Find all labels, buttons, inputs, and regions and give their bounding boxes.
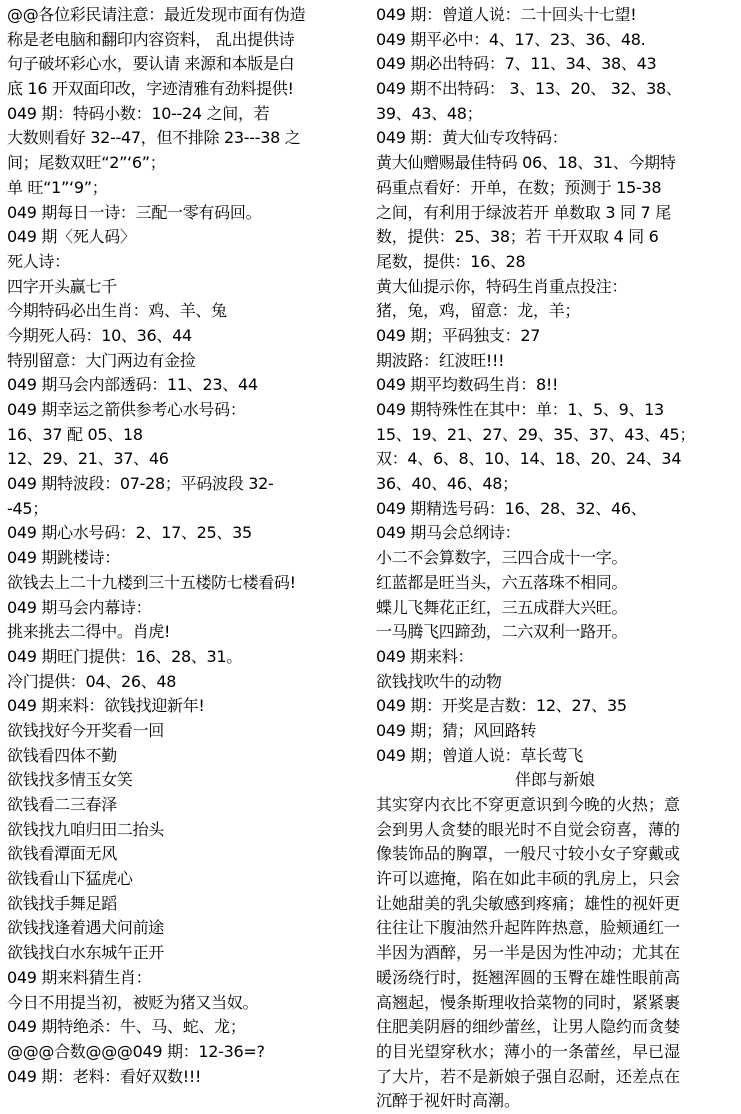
text-line: 欲钱找吹牛的动物 <box>376 671 502 691</box>
text-line: 欲钱看潭面无风 <box>7 844 117 864</box>
text-line: 其实穿内衣比不穿更意识到今晚的火热；意 <box>376 795 681 814</box>
text-line: 欲钱看山下猛虎心 <box>7 869 133 889</box>
text-line: 暖汤绕行时，挺翘浑圆的玉臀在雄性眼前高 <box>376 967 681 987</box>
text-line: 尾数，提供：16、28 <box>376 251 526 271</box>
text-line: 双：4、6、8、10、14、18、20、24、34 <box>376 449 682 469</box>
text-line: @@@合数@@@049 期：12-36=? <box>7 1041 265 1061</box>
text-line: 049 期：老料：看好双数!!! <box>7 1066 202 1086</box>
text-line: 049 期马会总纲诗： <box>376 523 521 543</box>
text-line: 今期死人码：10、36、44 <box>7 325 192 345</box>
text-line: 欲钱看二三春泽 <box>7 795 117 814</box>
text-line: 049 期马会内幕诗： <box>7 597 152 617</box>
text-line: 死人诗： <box>7 251 70 271</box>
text-line: 特别留意：大门两边有金捡 <box>7 350 196 370</box>
article-title: 伴郎与新娘 <box>514 770 595 790</box>
text-line: 数，提供：25、38；若 干开双取 4 同 6 <box>376 227 659 247</box>
text-line: 欲钱找白水东城午正开 <box>7 943 165 963</box>
text-line: 049 期跳楼诗： <box>7 548 120 568</box>
text-line: 16、37 配 05、18 <box>7 424 143 444</box>
text-line: 底 16 开双面印改，字迹清雅有劲料提供! <box>7 79 294 99</box>
text-line: 红蓝都是旺当头，六五落珠不相同。 <box>376 572 628 592</box>
text-line: 049 期特殊性在其中：单：1、5、9、13 <box>376 400 664 419</box>
text-line: 049 期每日一诗：三配一零有码回。 <box>7 202 262 222</box>
text-line: 了大片，若不是新娘子强自忍耐，还差点在 <box>376 1066 681 1086</box>
text-line: 049 期；曾道人说：草长莺飞 <box>376 745 584 765</box>
text-line: 049 期心水号码：2、17、25、35 <box>7 523 252 543</box>
text-line: 住肥美阴唇的细纱蕾丝，让男人隐约而贪婪 <box>376 1017 681 1037</box>
text-line: 半因为酒醉，另一半是因为性冲动；尤其在 <box>376 943 681 963</box>
text-line: 欲钱找手舞足蹈 <box>7 893 117 913</box>
text-line: 欲钱找好今开奖看一回 <box>7 720 165 740</box>
text-line: 049 期；猜；风回路转 <box>376 720 537 740</box>
right-column-lines <box>376 3 734 768</box>
left-column <box>7 3 359 1089</box>
text-line: 像装饰品的胸罩，一般尺寸较小女子穿戴或 <box>376 844 681 864</box>
text-line: 049 期来料：欲钱找迎新年! <box>7 696 205 716</box>
text-line: 往往让下腹油然升起阵阵热意，脸颊通红一 <box>376 918 681 938</box>
text-line: 049 期〈死人码〉 <box>7 227 136 247</box>
text-line: 049 期马会内部透码：11、23、44 <box>7 375 258 395</box>
text-line: @@各位彩民请注意：最近发现市面有伪造 <box>7 5 306 24</box>
text-line: 049 期旺门提供：16、28、31。 <box>7 646 243 666</box>
text-line: 049 期特波段：07-28；平码波段 32- <box>7 474 274 494</box>
text-line: 小二不会算数字，三四合成十一字。 <box>376 548 628 568</box>
text-line: 欲钱找多情玉女笑 <box>7 770 133 790</box>
text-line: 049 期来料猜生肖： <box>7 967 152 987</box>
text-line: 36、40、46、48； <box>376 474 518 494</box>
text-line: 高翘起，慢条斯理收拾菜物的同时，紧紧裹 <box>376 992 681 1012</box>
text-line: 黄大仙赠赐最佳特码 06、18、31、今期特 <box>376 153 676 173</box>
text-line: 挑来挑去二得中。肖虎! <box>7 622 171 642</box>
text-line: 让她甜美的乳尖敏感到疼痛；雄性的视奸更 <box>376 893 681 913</box>
text-line: 欲钱找九咱归田二抬头 <box>7 819 165 839</box>
text-line: 049 期：黄大仙专攻特码： <box>376 128 568 148</box>
text-line: 猪，兔，鸡，留意：龙，羊； <box>376 301 581 321</box>
text-line: 15、19、21、27、29、35、37、43、45； <box>376 424 696 444</box>
text-line: 39、43、48； <box>376 103 483 123</box>
text-line: 049 期精选号码：16、28、32、46、 <box>376 498 647 518</box>
text-line: 049 期：曾道人说：二十回头十七望! <box>376 5 637 24</box>
text-line: 049 期平必中：4、17、23、36、48. <box>376 29 646 49</box>
text-line: 蝶儿飞舞花正红，三五成群大兴旺。 <box>376 597 628 617</box>
text-line: 码重点看好：开单，在数；预测于 15-38 <box>376 177 662 197</box>
text-line: 一马腾飞四蹄劲，二六双利一路开。 <box>376 622 628 642</box>
text-line: 049 期：特码小数：10--24 之间，若 <box>7 103 270 123</box>
text-line: 049 期幸运之箭供参考心水号码： <box>7 400 246 419</box>
text-line: 049 期：开奖是吉数：12、27、35 <box>376 696 627 716</box>
text-line: 冷门提供：04、26、48 <box>7 671 177 691</box>
text-line: 049 期平均数码生肖：8!! <box>376 375 559 395</box>
text-line: 期波路：红波旺!!! <box>376 350 505 370</box>
right-column <box>376 3 734 1114</box>
text-line: 欲钱找逢着遇犬问前途 <box>7 918 165 938</box>
text-line: 欲钱看四体不勤 <box>7 745 117 765</box>
text-line: 的目光望穿秋水；薄小的一条蕾丝，早已湿 <box>376 1041 681 1061</box>
text-line: 049 期必出特码：7、11、34、38、43 <box>376 54 657 74</box>
article-body <box>376 793 734 1114</box>
text-line: 049 期不出特码： 3、13、20、 32、38、 <box>376 79 682 99</box>
text-line: -45； <box>7 498 48 518</box>
text-line: 欲钱去上二十九楼到三十五楼防七楼看码! <box>7 572 296 592</box>
text-line: 之间，有利用于绿波若开 单数取 3 同 7 尾 <box>376 202 671 222</box>
text-line: 049 期；平码独支：27 <box>376 325 541 345</box>
text-line: 四字开头赢七千 <box>7 276 117 296</box>
text-line: 12、29、21、37、46 <box>7 449 169 469</box>
text-line: 049 期来料： <box>376 646 474 666</box>
text-line: 大数则看好 32--47，但不排除 23---38 之 <box>7 128 301 148</box>
text-line: 黄大仙提示你，特码生肖重点投注： <box>376 276 628 296</box>
text-line: 今日不用提当初，被贬为猪又当奴。 <box>7 992 259 1012</box>
text-line: 句子破坏彩心水，要认请 来源和本版是白 <box>7 54 295 74</box>
text-line: 049 期特绝杀：牛、马、蛇、龙； <box>7 1017 246 1037</box>
text-line: 间；尾数双旺“2”‘6”； <box>7 153 166 173</box>
text-line: 称是老电脑和翻印内容资料， 乱出提供诗 <box>7 29 295 49</box>
text-line: 会到男人贪婪的眼光时不自觉会窃喜，薄的 <box>376 819 681 839</box>
text-line: 许可以遮掩，陷在如此丰硕的乳房上，只会 <box>376 869 681 889</box>
text-line: 今期特码必出生肖：鸡、羊、兔 <box>7 301 227 321</box>
text-line: 沉醉于视奸时高潮。 <box>376 1091 521 1111</box>
text-line: 单 旺“1”‘9”； <box>7 177 108 197</box>
